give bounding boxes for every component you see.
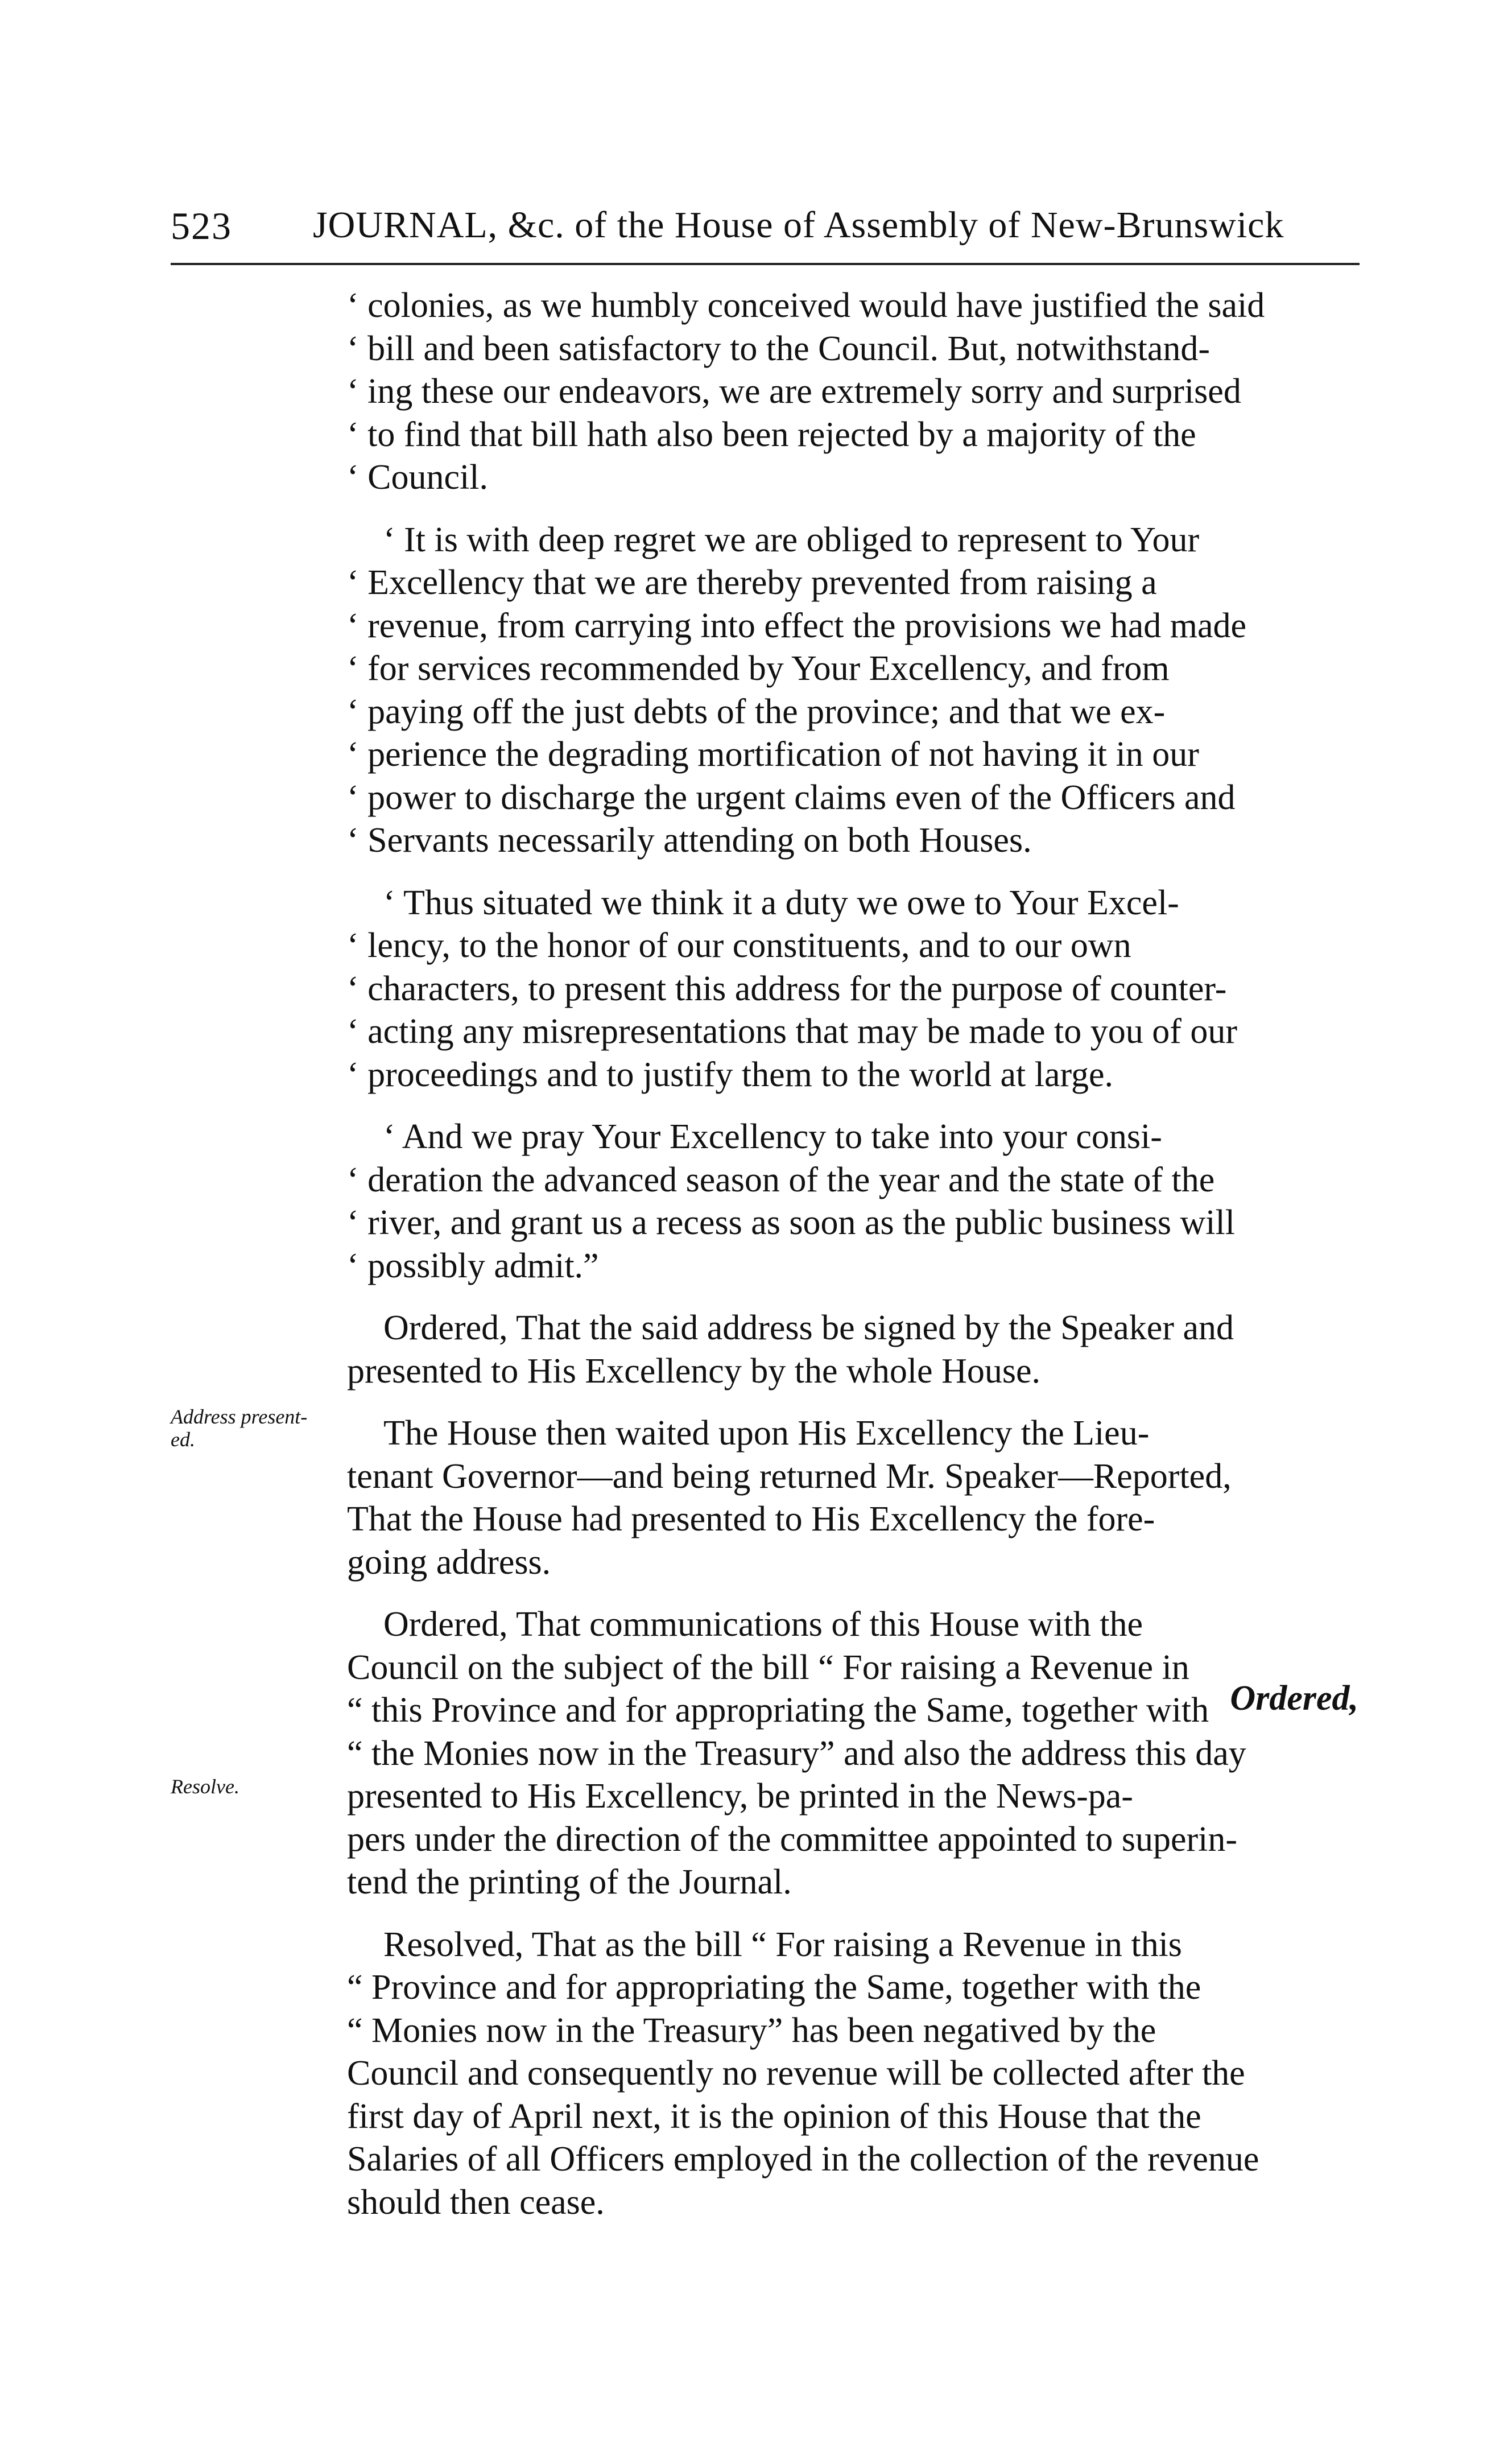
paragraph-2	[347, 519, 1360, 863]
text-line: going address.	[347, 1542, 551, 1582]
text-line: Council and consequently no revenue will be collected after the	[347, 2054, 1245, 2093]
text-line: tenant Governor—and being returned Mr. Speaker—Reported,	[347, 1457, 1232, 1496]
text-line: presented to His Excellency, be printed in the News-pa-	[347, 1777, 1133, 1816]
text-line: “ Province and for appropriating the Same, together with the	[347, 1968, 1201, 2007]
paragraph-7	[347, 1603, 1360, 1904]
text-line: ‘ Servants necessarily attending on both Houses.	[347, 821, 1032, 860]
text-line: ‘ acting any misrepresentations that may be made to you of our	[347, 1012, 1238, 1051]
body-text	[347, 284, 1360, 2243]
text-line: ‘ for services recommended by Your Excellency, and from	[347, 649, 1170, 688]
text-line: first day of April next, it is the opinion of this House that the	[347, 2097, 1201, 2136]
text-line: The House then waited upon His Excellency the Lieu-	[383, 1414, 1150, 1453]
text-line: tend the printing of the Journal.	[347, 1863, 792, 1901]
text-line: Ordered, That the said address be signed by the Speaker and	[383, 1309, 1234, 1347]
text-line: ‘ And we pray Your Excellency to take into your consi-	[383, 1117, 1162, 1156]
text-line: “ this Province and for appropriating the Same, together with	[347, 1691, 1209, 1730]
text-line: ‘ perience the degrading mortification of not having it in our	[347, 735, 1199, 774]
text-line: ‘ to find that bill hath also been rejected by a majority of the	[347, 415, 1196, 454]
margin-note-resolve: Resolve.	[171, 1775, 239, 1798]
running-header	[171, 204, 1365, 261]
text-line: should then cease.	[347, 2182, 605, 2222]
text-line: ‘ Thus situated we think it a duty we owe to Your Excel-	[383, 883, 1179, 922]
header-rule	[171, 263, 1360, 265]
paragraph-3	[347, 882, 1360, 1097]
text-line: ‘ bill and been satisfactory to the Council. But, notwithstand-	[347, 329, 1211, 368]
text-line: Ordered, That communications of this House with the	[383, 1605, 1143, 1644]
paragraph-5	[347, 1307, 1360, 1393]
text-line: ‘ river, and grant us a recess as soon as the public business will	[347, 1203, 1235, 1242]
paragraph-8	[347, 1924, 1360, 2225]
text-line: ‘ characters, to present this address for the purpose of counter-	[347, 969, 1227, 1008]
text-line: pers under the direction of the committee appointed to superin-	[347, 1820, 1238, 1859]
text-line: Council on the subject of the bill “ For raising a Revenue in	[347, 1648, 1189, 1687]
text-line: ‘ ing these our endeavors, we are extremely sorry and surprised	[347, 372, 1241, 411]
text-line: ‘ Excellency that we are thereby prevented from raising a	[347, 563, 1157, 602]
running-title: JOURNAL, &c. of the House of Assembly of New-Brunswick	[313, 204, 1284, 246]
text-line: That the House had presented to His Excellency the fore-	[347, 1500, 1155, 1538]
text-line: “ Monies now in the Treasury” has been negatived by the	[347, 2011, 1156, 2050]
catchword: Ordered,	[1230, 1679, 1358, 1718]
text-line: ‘ proceedings and to justify them to the world at large.	[347, 1055, 1114, 1094]
paragraph-1	[347, 284, 1360, 500]
margin-note-address-presented: Address present-ed.	[171, 1405, 308, 1451]
text-line: ‘ power to discharge the urgent claims even of the Officers and	[347, 778, 1236, 817]
text-line: ‘ colonies, as we humbly conceived would have justified the said	[347, 286, 1265, 325]
text-line: Salaries of all Officers employed in the collection of the revenue	[347, 2140, 1259, 2179]
text-line: “ the Monies now in the Treasury” and also the address this day	[347, 1734, 1246, 1773]
text-line: ‘ Council.	[347, 458, 488, 497]
text-line: ‘ It is with deep regret we are obliged to represent to Your	[383, 520, 1200, 559]
text-line: ‘ paying off the just debts of the province; and that we ex-	[347, 692, 1166, 731]
text-line: ‘ lency, to the honor of our constituents, and to our own	[347, 926, 1131, 965]
text-line: ‘ possibly admit.”	[347, 1246, 599, 1285]
page-number: 523	[171, 204, 232, 247]
text-line: ‘ revenue, from carrying into effect the provisions we had made	[347, 606, 1246, 645]
text-line: ‘ deration the advanced season of the year and the state of the	[347, 1160, 1215, 1199]
text-line: Resolved, That as the bill “ For raising a Revenue in this	[383, 1925, 1182, 1964]
paragraph-6	[347, 1412, 1360, 1584]
text-line: presented to His Excellency by the whole House.	[347, 1351, 1040, 1391]
paragraph-4	[347, 1116, 1360, 1288]
